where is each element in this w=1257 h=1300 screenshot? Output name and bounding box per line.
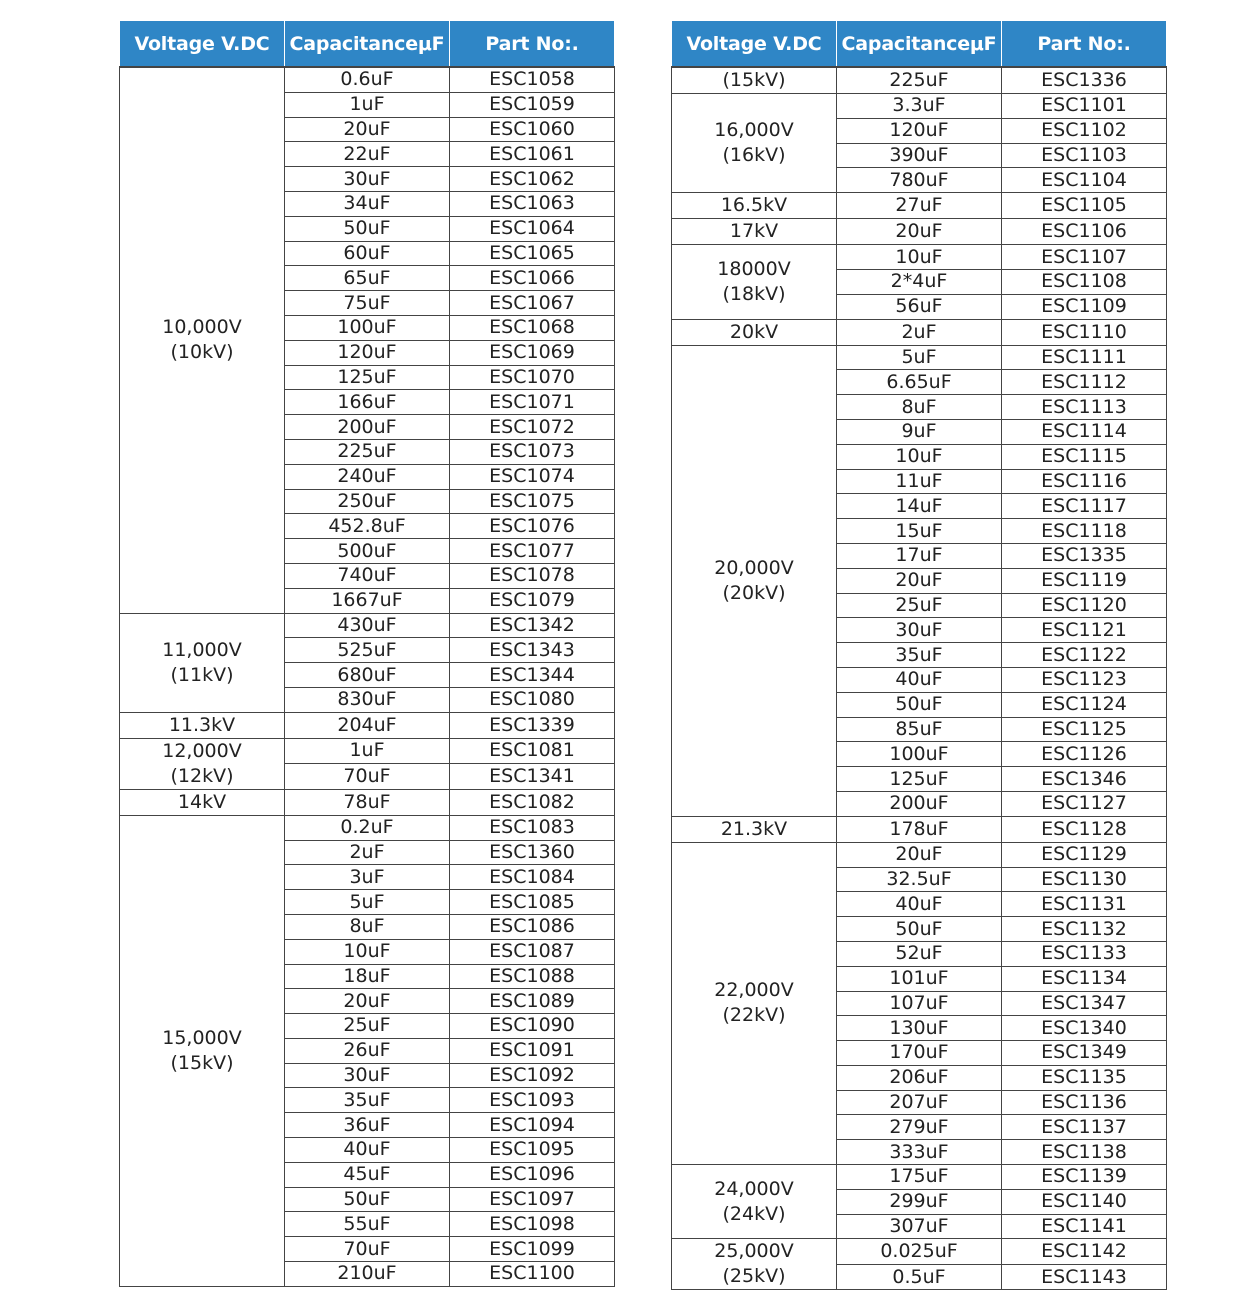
capacitance-cell: 6.65uF [837,370,1002,395]
part-no-cell: ESC1103 [1002,143,1167,168]
capacitance-cell: 170uF [837,1041,1002,1066]
capacitance-cell: 20uF [285,117,450,142]
part-no-cell: ESC1335 [1002,543,1167,568]
part-no-cell: ESC1140 [1002,1189,1167,1214]
voltage-label: (22kV) [722,1004,786,1027]
part-no-cell: ESC1116 [1002,469,1167,494]
part-no-cell: ESC1132 [1002,917,1167,942]
capacitance-cell: 10uF [837,245,1002,270]
capacitance-cell: 299uF [837,1189,1002,1214]
capacitance-cell: 60uF [285,241,450,266]
part-no-cell: ESC1124 [1002,692,1167,717]
part-no-cell: ESC1073 [450,439,615,464]
part-no-cell: ESC1121 [1002,618,1167,643]
part-no-cell: ESC1114 [1002,419,1167,444]
part-no-cell: ESC1088 [450,964,615,989]
part-no-cell: ESC1340 [1002,1016,1167,1041]
voltage-cell [672,94,837,193]
capacitance-cell: 10uF [837,444,1002,469]
part-no-cell: ESC1070 [450,365,615,390]
capacitance-cell: 0.2uF [285,815,450,840]
part-no-cell: ESC1094 [450,1113,615,1138]
voltage-label: 16.5kV [720,194,788,217]
capacitance-cell: 20uF [285,989,450,1014]
capacitance-cell: 50uF [837,917,1002,942]
part-no-cell: ESC1117 [1002,494,1167,519]
capacitance-cell: 30uF [285,1063,450,1088]
voltage-header: Voltage V.DC [120,21,285,68]
part-no-cell: ESC1118 [1002,519,1167,544]
part-no-cell: ESC1135 [1002,1065,1167,1090]
voltage-cell [120,789,285,815]
capacitance-cell: 525uF [285,638,450,663]
capacitance-cell: 107uF [837,991,1002,1016]
voltage-label: 18000V [717,257,791,280]
capacitance-cell: 26uF [285,1038,450,1063]
part-no-cell: ESC1097 [450,1187,615,1212]
part-no-cell: ESC1060 [450,117,615,142]
part-no-cell: ESC1079 [450,588,615,613]
part-no-cell: ESC1102 [1002,118,1167,143]
voltage-label: 14kV [177,790,227,813]
capacitance-cell: 204uF [285,712,450,738]
capacitance-cell: 50uF [285,216,450,241]
capacitance-cell: 50uF [285,1187,450,1212]
part-no-cell: ESC1112 [1002,370,1167,395]
voltage-cell [672,816,837,842]
voltage-cell [672,193,837,219]
header-row [672,21,1167,68]
table-row [672,1165,1167,1190]
voltage-label: 11.3kV [168,713,236,736]
voltage-label: 16,000V [714,119,794,142]
capacitance-cell: 430uF [285,613,450,638]
capacitance-cell: 225uF [285,439,450,464]
capacitance-cell: 210uF [285,1262,450,1287]
voltage-label: (25kV) [722,1265,786,1288]
voltage-label: 24,000V [714,1177,794,1200]
capacitance-cell: 830uF [285,687,450,712]
table-row [120,67,615,92]
part-no-cell: ESC1092 [450,1063,615,1088]
part-no-cell: ESC1344 [450,663,615,688]
part-no-cell: ESC1127 [1002,791,1167,816]
part-no-cell: ESC1068 [450,315,615,340]
part-no-cell: ESC1095 [450,1138,615,1163]
capacitance-cell: 178uF [837,816,1002,842]
part-no-cell: ESC1067 [450,291,615,316]
voltage-label: 20kV [729,320,779,343]
part-no-cell: ESC1115 [1002,444,1167,469]
part-no-cell: ESC1096 [450,1162,615,1187]
part-no-cell: ESC1059 [450,92,615,117]
capacitance-cell: 250uF [285,489,450,514]
part-no-cell: ESC1346 [1002,767,1167,792]
part-no-cell: ESC1110 [1002,319,1167,345]
voltage-label: (11kV) [170,663,234,686]
part-no-cell: ESC1122 [1002,643,1167,668]
capacitance-cell: 20uF [837,568,1002,593]
voltage-label: 15,000V [162,1026,242,1049]
part-no-cell: ESC1111 [1002,345,1167,370]
part-no-cell: ESC1336 [1002,67,1167,94]
capacitance-cell: 101uF [837,966,1002,991]
part-no-cell: ESC1134 [1002,966,1167,991]
capacitance-cell: 65uF [285,266,450,291]
part-no-cell: ESC1104 [1002,168,1167,193]
part-no-cell: ESC1129 [1002,842,1167,867]
part-no-cell: ESC1090 [450,1014,615,1039]
voltage-label: 11,000V [162,638,242,661]
part-no-cell: ESC1106 [1002,219,1167,245]
table-row [672,245,1167,270]
capacitance-cell: 0.6uF [285,67,450,92]
capacitance-cell: 100uF [285,315,450,340]
part-no-cell: ESC1133 [1002,941,1167,966]
part-no-cell: ESC1105 [1002,193,1167,219]
voltage-cell [672,1165,837,1239]
voltage-label: (18kV) [722,282,786,305]
capacitance-header: CapacitanceμF [837,21,1002,68]
capacitance-header: CapacitanceμF [285,21,450,68]
table-row [672,319,1167,345]
part-no-cell: ESC1091 [450,1038,615,1063]
part-no-cell: ESC1138 [1002,1140,1167,1165]
capacitance-cell: 78uF [285,789,450,815]
voltage-cell [672,319,837,345]
voltage-cell [672,1239,837,1290]
part-no-header: Part No:. [1002,21,1167,68]
capacitance-cell: 1uF [285,738,450,764]
capacitance-cell: 680uF [285,663,450,688]
part-no-cell: ESC1061 [450,142,615,167]
voltage-label: 12,000V [162,739,242,762]
part-no-cell: ESC1130 [1002,867,1167,892]
part-no-cell: ESC1065 [450,241,615,266]
part-no-cell: ESC1069 [450,340,615,365]
part-no-cell: ESC1084 [450,865,615,890]
capacitance-cell: 125uF [837,767,1002,792]
capacitance-cell: 22uF [285,142,450,167]
voltage-label: 10,000V [162,316,242,339]
capacitance-cell: 120uF [837,118,1002,143]
table-row [672,345,1167,370]
capacitance-cell: 18uF [285,964,450,989]
voltage-label: (10kV) [170,341,234,364]
capacitance-cell: 35uF [285,1088,450,1113]
capacitance-cell: 85uF [837,717,1002,742]
right-table-body [672,67,1167,1290]
part-no-cell: ESC1349 [1002,1041,1167,1066]
voltage-label: (12kV) [170,764,234,787]
capacitance-cell: 35uF [837,643,1002,668]
voltage-cell [672,245,837,319]
voltage-cell [672,67,837,94]
capacitance-cell: 45uF [285,1162,450,1187]
capacitance-cell: 125uF [285,365,450,390]
capacitance-cell: 8uF [285,914,450,939]
part-no-cell: ESC1120 [1002,593,1167,618]
part-no-cell: ESC1076 [450,514,615,539]
part-no-cell: ESC1128 [1002,816,1167,842]
capacitance-cell: 0.5uF [837,1264,1002,1290]
capacitance-cell: 0.025uF [837,1239,1002,1265]
capacitance-cell: 9uF [837,419,1002,444]
voltage-label: 25,000V [714,1240,794,1263]
left-table-body [120,67,615,1286]
voltage-cell [120,613,285,712]
capacitance-cell: 11uF [837,469,1002,494]
table-row [672,219,1167,245]
voltage-cell [120,815,285,1286]
capacitance-cell: 52uF [837,941,1002,966]
capacitance-cell: 70uF [285,1237,450,1262]
capacitance-cell: 70uF [285,764,450,790]
part-no-cell: ESC1078 [450,563,615,588]
part-no-cell: ESC1109 [1002,294,1167,319]
capacitance-cell: 20uF [837,842,1002,867]
voltage-label: 20,000V [714,556,794,579]
part-no-cell: ESC1085 [450,890,615,915]
capacitance-cell: 1uF [285,92,450,117]
part-no-cell: ESC1142 [1002,1239,1167,1265]
voltage-label: (24kV) [722,1202,786,1225]
part-no-cell: ESC1058 [450,67,615,92]
part-no-cell: ESC1093 [450,1088,615,1113]
capacitance-cell: 130uF [837,1016,1002,1041]
part-no-cell: ESC1126 [1002,742,1167,767]
table-row [672,816,1167,842]
capacitance-cell: 34uF [285,191,450,216]
table-row [672,193,1167,219]
capacitance-cell: 3.3uF [837,94,1002,119]
part-no-cell: ESC1339 [450,712,615,738]
table-row [672,842,1167,867]
part-no-cell: ESC1119 [1002,568,1167,593]
table-row [672,94,1167,119]
table-row [120,789,615,815]
capacitance-cell: 200uF [837,791,1002,816]
part-no-cell: ESC1075 [450,489,615,514]
capacitance-cell: 2uF [285,840,450,865]
capacitance-cell: 20uF [837,219,1002,245]
part-no-cell: ESC1081 [450,738,615,764]
part-no-cell: ESC1101 [1002,94,1167,119]
capacitance-cell: 120uF [285,340,450,365]
capacitance-cell: 206uF [837,1065,1002,1090]
voltage-cell [672,345,837,816]
part-no-cell: ESC1341 [450,764,615,790]
capacitance-cell: 452.8uF [285,514,450,539]
part-no-cell: ESC1347 [1002,991,1167,1016]
voltage-label: (15kV) [170,1051,234,1074]
capacitance-cell: 30uF [837,618,1002,643]
capacitance-cell: 25uF [285,1014,450,1039]
part-no-cell: ESC1087 [450,939,615,964]
part-no-cell: ESC1123 [1002,667,1167,692]
voltage-label: 21.3kV [720,817,788,840]
voltage-label: 22,000V [714,979,794,1002]
part-no-cell: ESC1072 [450,415,615,440]
table-row [672,1239,1167,1265]
capacitance-cell: 36uF [285,1113,450,1138]
voltage-cell [120,67,285,613]
capacitance-cell: 27uF [837,193,1002,219]
part-no-cell: ESC1077 [450,539,615,564]
voltage-label: (20kV) [722,581,786,604]
part-no-cell: ESC1342 [450,613,615,638]
part-no-cell: ESC1108 [1002,269,1167,294]
capacitance-cell: 40uF [837,667,1002,692]
part-no-cell: ESC1082 [450,789,615,815]
capacitance-cell: 15uF [837,519,1002,544]
part-no-cell: ESC1080 [450,687,615,712]
capacitance-cell: 225uF [837,67,1002,94]
capacitance-cell: 390uF [837,143,1002,168]
capacitance-cell: 166uF [285,390,450,415]
voltage-cell [120,738,285,789]
part-no-cell: ESC1074 [450,464,615,489]
capacitance-cell: 175uF [837,1165,1002,1190]
capacitance-cell: 25uF [837,593,1002,618]
part-no-cell: ESC1143 [1002,1264,1167,1290]
right-capacitor-table [671,20,1167,1290]
voltage-label: (16kV) [722,144,786,167]
capacitance-cell: 30uF [285,167,450,192]
part-no-cell: ESC1083 [450,815,615,840]
part-no-cell: ESC1098 [450,1212,615,1237]
capacitance-cell: 2*4uF [837,269,1002,294]
capacitance-cell: 8uF [837,395,1002,420]
capacitance-cell: 200uF [285,415,450,440]
capacitance-cell: 279uF [837,1115,1002,1140]
part-no-cell: ESC1099 [450,1237,615,1262]
table-row [120,613,615,638]
voltage-label: 17kV [729,220,779,243]
capacitance-cell: 50uF [837,692,1002,717]
part-no-cell: ESC1137 [1002,1115,1167,1140]
part-no-cell: ESC1063 [450,191,615,216]
voltage-cell [672,842,837,1164]
voltage-header: Voltage V.DC [672,21,837,68]
part-no-cell: ESC1141 [1002,1214,1167,1239]
capacitance-cell: 500uF [285,539,450,564]
table-row [672,67,1167,94]
part-no-cell: ESC1360 [450,840,615,865]
capacitance-cell: 40uF [285,1138,450,1163]
capacitance-cell: 32.5uF [837,867,1002,892]
part-no-cell: ESC1066 [450,266,615,291]
capacitance-cell: 2uF [837,319,1002,345]
capacitance-cell: 17uF [837,543,1002,568]
left-capacitor-table [119,20,615,1287]
capacitance-cell: 780uF [837,168,1002,193]
part-no-cell: ESC1089 [450,989,615,1014]
capacitance-cell: 56uF [837,294,1002,319]
part-no-cell: ESC1113 [1002,395,1167,420]
capacitance-cell: 100uF [837,742,1002,767]
part-no-cell: ESC1131 [1002,892,1167,917]
part-no-cell: ESC1139 [1002,1165,1167,1190]
table-row [120,738,615,764]
part-no-cell: ESC1064 [450,216,615,241]
capacitance-cell: 307uF [837,1214,1002,1239]
table-row [120,815,615,840]
capacitance-cell: 333uF [837,1140,1002,1165]
capacitance-cell: 3uF [285,865,450,890]
part-no-cell: ESC1136 [1002,1090,1167,1115]
capacitance-cell: 5uF [837,345,1002,370]
part-no-cell: ESC1125 [1002,717,1167,742]
voltage-cell [672,219,837,245]
voltage-label: (15kV) [722,69,786,91]
capacitance-cell: 55uF [285,1212,450,1237]
table-row [120,712,615,738]
capacitance-cell: 10uF [285,939,450,964]
capacitance-cell: 240uF [285,464,450,489]
capacitance-cell: 207uF [837,1090,1002,1115]
part-no-cell: ESC1062 [450,167,615,192]
part-no-cell: ESC1107 [1002,245,1167,270]
capacitance-cell: 1667uF [285,588,450,613]
capacitance-cell: 14uF [837,494,1002,519]
capacitance-cell: 40uF [837,892,1002,917]
part-no-cell: ESC1071 [450,390,615,415]
capacitance-cell: 740uF [285,563,450,588]
part-no-cell: ESC1100 [450,1262,615,1287]
capacitance-cell: 5uF [285,890,450,915]
part-no-cell: ESC1086 [450,914,615,939]
part-no-cell: ESC1343 [450,638,615,663]
header-row [120,21,615,68]
part-no-header: Part No:. [450,21,615,68]
capacitance-cell: 75uF [285,291,450,316]
voltage-cell [120,712,285,738]
